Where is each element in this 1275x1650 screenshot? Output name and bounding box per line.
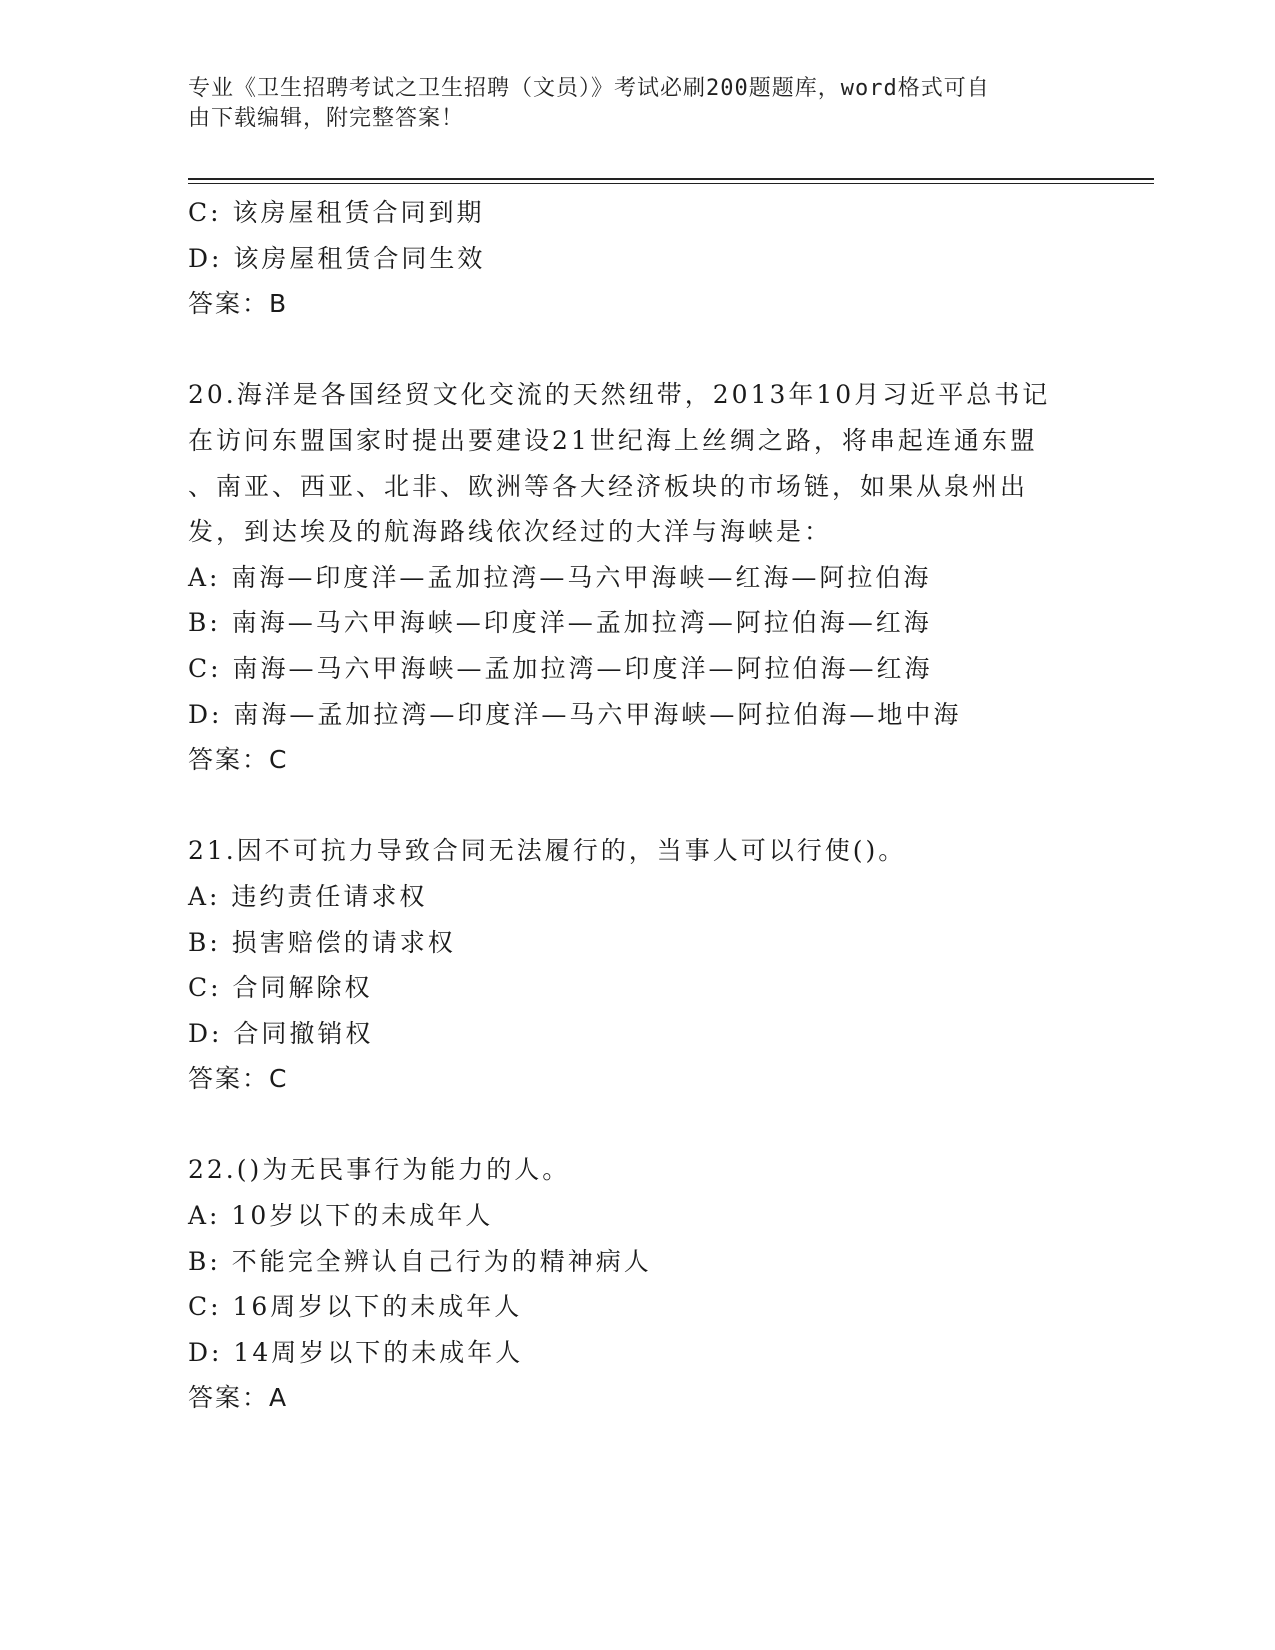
- q22-option-c: C: 16周岁以下的未成年人: [188, 1292, 523, 1322]
- spacer: [188, 327, 1088, 373]
- q19-option-c: C: 该房屋租赁合同到期: [188, 198, 485, 227]
- q20-stem-line-2: 在访问东盟国家时提出要建设21世纪海上丝绸之路，将串起连通东盟: [188, 425, 1038, 455]
- question-19-tail: [188, 190, 1088, 327]
- q21-option-c: C: 合同解除权: [188, 973, 373, 1003]
- q20-option-d: D: 南海—孟加拉湾—印度洋—马六甲海峡—阿拉伯海—地中海: [188, 699, 962, 729]
- q20-option-a: A: 南海—印度洋—孟加拉湾—马六甲海峡—红海—阿拉伯海: [188, 562, 932, 592]
- q20-answer: 答案：C: [188, 745, 289, 775]
- q21-option-a: A: 违约责任请求权: [188, 881, 428, 911]
- q20-stem-line-3: 、南亚、西亚、北非、欧洲等各大经济板块的市场链，如果从泉州出: [188, 471, 1029, 501]
- q22-answer: 答案：A: [188, 1383, 289, 1413]
- q20-stem-line-1: 20.海洋是各国经贸文化交流的天然纽带，2013年10月习近平总书记: [188, 380, 1051, 410]
- q21-stem: 21.因不可抗力导致合同无法履行的，当事人可以行使()。: [188, 836, 907, 866]
- question-22: [188, 1147, 1088, 1421]
- q22-stem: 22.()为无民事行为能力的人。: [188, 1155, 571, 1185]
- q19-answer: 答案：B: [188, 289, 289, 319]
- header-line-1: 专业《卫生招聘考试之卫生招聘（文员）》考试必刷200题题库，word格式可自: [188, 76, 990, 101]
- q22-option-a: A: 10岁以下的未成年人: [188, 1201, 494, 1231]
- header-rule-thin: [188, 183, 1154, 184]
- q20-option-c: C: 南海—马六甲海峡—孟加拉湾—印度洋—阿拉伯海—红海: [188, 653, 933, 683]
- document-header: [188, 74, 1068, 134]
- q20-stem-line-4: 发，到达埃及的航海路线依次经过的大洋与海峡是：: [188, 517, 833, 547]
- q21-answer: 答案：C: [188, 1064, 289, 1094]
- spacer: [188, 783, 1088, 829]
- question-20: [188, 372, 1088, 782]
- q22-option-b: B: 不能完全辨认自己行为的精神病人: [188, 1246, 652, 1276]
- spacer: [188, 1102, 1088, 1148]
- q19-option-d: D: 该房屋租赁合同生效: [188, 243, 486, 273]
- q20-option-b: B: 南海—马六甲海峡—印度洋—孟加拉湾—阿拉伯海—红海: [188, 608, 932, 638]
- q21-option-b: B: 损害赔偿的请求权: [188, 927, 456, 957]
- q22-option-d: D: 14周岁以下的未成年人: [188, 1337, 524, 1367]
- document-body: [188, 190, 1088, 1421]
- question-21: [188, 828, 1088, 1102]
- q21-option-d: D: 合同撤销权: [188, 1018, 374, 1048]
- header-line-2: 由下载编辑，附完整答案！: [188, 106, 465, 131]
- header-rule-thick: [188, 178, 1154, 180]
